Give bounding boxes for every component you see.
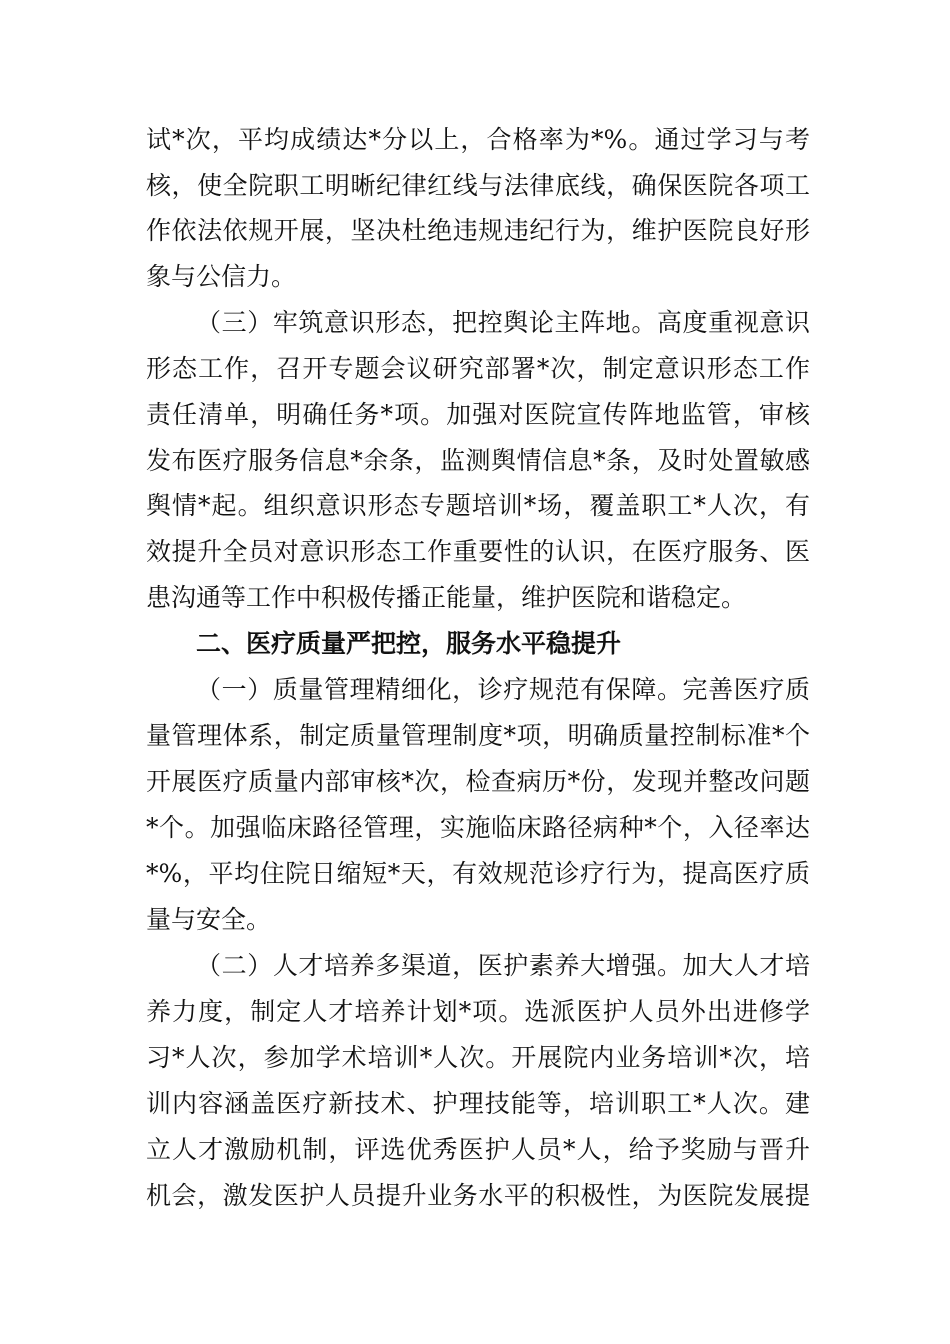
paragraph-line: 舆情*起。组织意识形态专题培训*场，覆盖职工*人次，有 [146, 491, 810, 520]
paragraph-line: 机会，激发医护人员提升业务水平的积极性，为医院发展提 [146, 1181, 810, 1210]
paragraph-line: 量与安全。 [146, 905, 272, 934]
paragraph-line: 发布医疗服务信息*余条，监测舆情信息*条，及时处置敏感 [146, 446, 810, 475]
paragraph-line: 立人才激励机制，评选优秀医护人员*人，给予奖励与晋升 [146, 1135, 810, 1164]
paragraph-line: 责任清单，明确任务*项。加强对医院宣传阵地监管，审核 [146, 400, 810, 429]
section-paragraph-start: （一）质量管理精细化，诊疗规范有保障。完善医疗质 [196, 675, 810, 704]
paragraph-line: 养力度，制定人才培养计划*项。选派医护人员外出进修学 [146, 997, 810, 1026]
section-paragraph-start: （三）牢筑意识形态，把控舆论主阵地。高度重视意识 [196, 308, 810, 337]
paragraph-line: *%，平均住院日缩短*天，有效规范诊疗行为，提高医疗质 [146, 859, 810, 888]
paragraph-line: 形态工作，召开专题会议研究部署*次，制定意识形态工作 [146, 354, 810, 383]
paragraph-line: 患沟通等工作中积极传播正能量，维护医院和谐稳定。 [146, 583, 747, 612]
paragraph-line: 试*次，平均成绩达*分以上，合格率为*%。通过学习与考 [146, 125, 810, 154]
paragraph-line: 作依法依规开展，坚决杜绝违规违纪行为，维护医院良好形 [146, 216, 810, 245]
paragraph-line: 习*人次，参加学术培训*人次。开展院内业务培训*次，培 [146, 1043, 810, 1072]
paragraph-line: 训内容涵盖医疗新技术、护理技能等，培训职工*人次。建 [146, 1089, 810, 1118]
paragraph-line: 核，使全院职工明晰纪律红线与法律底线，确保医院各项工 [146, 171, 810, 200]
paragraph-line: *个。加强临床路径管理，实施临床路径病种*个，入径率达 [146, 813, 810, 842]
paragraph-line: 开展医疗质量内部审核*次，检查病历*份，发现并整改问题 [146, 767, 810, 796]
section-paragraph-start: （二）人才培养多渠道，医护素养大增强。加大人才培 [196, 951, 810, 980]
section-heading: 二、医疗质量严把控，服务水平稳提升 [196, 629, 622, 658]
paragraph-line: 量管理体系，制定质量管理制度*项，明确质量控制标准*个 [146, 721, 810, 750]
paragraph-line: 效提升全员对意识形态工作重要性的认识，在医疗服务、医 [146, 537, 810, 566]
paragraph-line: 象与公信力。 [146, 262, 297, 291]
